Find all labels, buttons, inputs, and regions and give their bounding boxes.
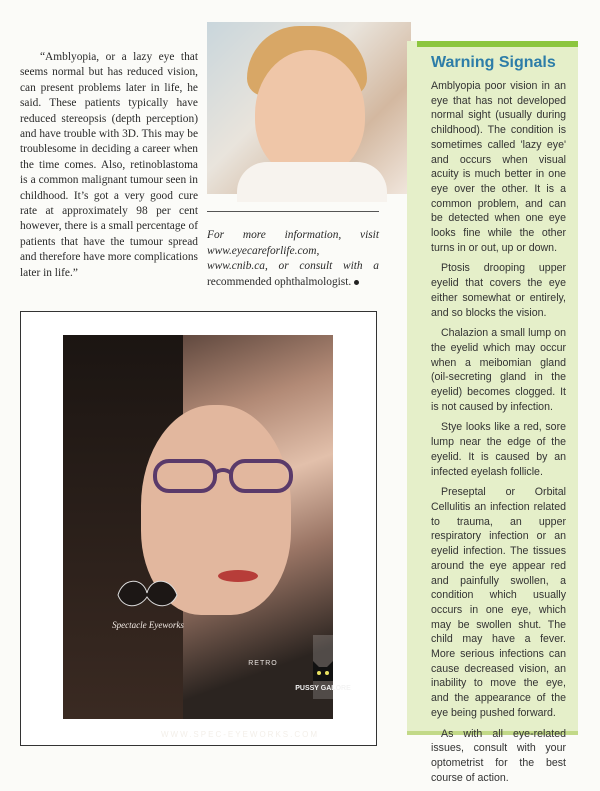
- sidebar-paragraph: Stye looks like a red, sore lump near the edge of the eyelid. It is caused by an infected eyelash follicle.: [431, 421, 566, 478]
- sidebar-paragraph: Amblyopia poor vision in an eye that has not developed normal sight (usually during childhood). The condition is sometimes called 'lazy eye' and occurs when visual acuity is much better in one eye over the other. It is a common problem, and can be detected when one eye looks fine while the other turns in or out, up or down.: [431, 80, 566, 254]
- ad-url: WWW.SPEC-EYEWORKS.COM: [161, 730, 319, 739]
- more-info-paragraph: [207, 228, 379, 290]
- more-info-suffix: recommended ophthalmologist.: [207, 275, 352, 288]
- glasses-icon: [153, 455, 295, 495]
- child-photo: [207, 22, 411, 194]
- sidebar-top-rule: [417, 41, 578, 47]
- retro-label: RETRO: [248, 660, 278, 667]
- sidebar-paragraph: Ptosis drooping upper eyelid that covers the eye either somewhat or entirely, and so blocks the vision.: [431, 262, 566, 319]
- sidebar-paragraph: Chalazion a small lump on the eyelid which may occur when a meibomian gland (oil-secreting gland in the eyelid) becomes clogged. It is not caused by infection.: [431, 327, 566, 413]
- sidebar-body: [431, 79, 566, 791]
- eyewear-advertisement: [20, 311, 377, 746]
- ad-photo: [63, 335, 351, 739]
- sidebar-title: Warning Signals: [431, 54, 556, 71]
- sidebar-paragraph: Preseptal or Orbital Cellulitis an infection related to trauma, an upper respiratory infection or an eyelid infection. The tissues around the eye appear red and painfully swollen, a condition which usually occurs in one eye, which may be swollen shut. The child may have a fever. More serious infections can cause decreased vision, an inability to move the eye, and the appearance of the eye being pushed forward.: [431, 486, 566, 719]
- cat-logo-icon: [309, 655, 337, 683]
- spectacle-eyeworks-logo-icon: [113, 575, 183, 615]
- end-bullet-icon: [354, 280, 359, 285]
- spectacle-eyeworks-label: Spectacle Eyeworks: [112, 620, 184, 630]
- divider-rule: [207, 211, 379, 212]
- pussy-galore-label: PUSSY GALORE: [295, 685, 351, 692]
- more-info-prefix: For more information, visit www.eyecareforlife.com, www.cnib.ca, or consult with a: [207, 229, 379, 273]
- sidebar-paragraph: As with all eye-related issues, consult with your optometrist for the best course of action.: [431, 727, 566, 784]
- quote-paragraph: “Amblyopia, or a lazy eye that seems normal but has reduced vision, can present problems later in life, he said. These patients typically have reduced stereopsis (depth perception) and have trouble with 3D. This may be troublesome in deciding a career when the time comes. Also, retinoblastoma is a common malignant tumour seen in childhood. It’s got a very good cure rate at approximately 98 per cent however, there is a small percentage of patients that have the tumour spread and therefore have more complications later in life.”: [20, 51, 198, 279]
